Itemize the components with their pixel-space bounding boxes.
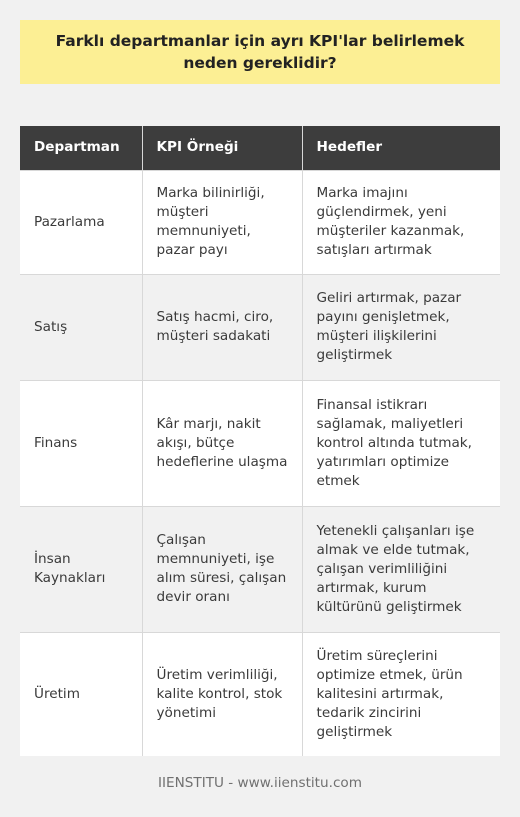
goals-cell: Finansal istikrarı sağlamak, maliyetleri kontrol altında tutmak, yatırımları optimize etmek (302, 380, 500, 506)
table-row (20, 170, 500, 274)
table-row (20, 506, 500, 632)
department-cell: Üretim (34, 685, 80, 702)
footer-credit: IIENSTITU - www.iienstitu.com (158, 775, 362, 791)
header-departman: Departman (20, 126, 142, 170)
page-title: Farklı departmanlar için ayrı KPI'lar belirlemek neden gereklidir? (55, 32, 465, 72)
department-cell: Satış (34, 318, 68, 335)
department-cell: Finans (34, 434, 78, 451)
table-header-row (20, 126, 500, 170)
kpi-example-cell: Üretim verimliliği, kalite kontrol, stok yönetimi (142, 632, 302, 756)
header-kpi-ornegi: KPI Örneği (142, 126, 302, 170)
table-row (20, 380, 500, 506)
kpi-example-cell: Kâr marjı, nakit akışı, bütçe hedeflerine ulaşma (142, 380, 302, 506)
department-cell: Pazarlama (34, 213, 105, 230)
header-hedefler: Hedefler (302, 126, 500, 170)
table-row (20, 632, 500, 756)
kpi-example-cell: Çalışan memnuniyeti, işe alım süresi, çalışan devir oranı (142, 506, 302, 632)
kpi-example-cell: Satış hacmi, ciro, müşteri sadakati (142, 274, 302, 380)
kpi-example-cell: Marka bilinirliği, müşteri memnuniyeti, pazar payı (142, 170, 302, 274)
goals-cell: Üretim süreçlerini optimize etmek, ürün kalitesini artırmak, tedarik zincirini geliştirmek (302, 632, 500, 756)
title-banner (20, 20, 500, 84)
table-row (20, 274, 500, 380)
kpi-table (20, 126, 500, 756)
goals-cell: Geliri artırmak, pazar payını genişletmek, müşteri ilişkilerini geliştirmek (302, 274, 500, 380)
department-cell: İnsan Kaynakları (34, 551, 106, 586)
goals-cell: Yetenekli çalışanları işe almak ve elde tutmak, çalışan verimliliğini artırmak, kurum kültürünü geliştirmek (302, 506, 500, 632)
goals-cell: Marka imajını güçlendirmek, yeni müşteriler kazanmak, satışları artırmak (302, 170, 500, 274)
